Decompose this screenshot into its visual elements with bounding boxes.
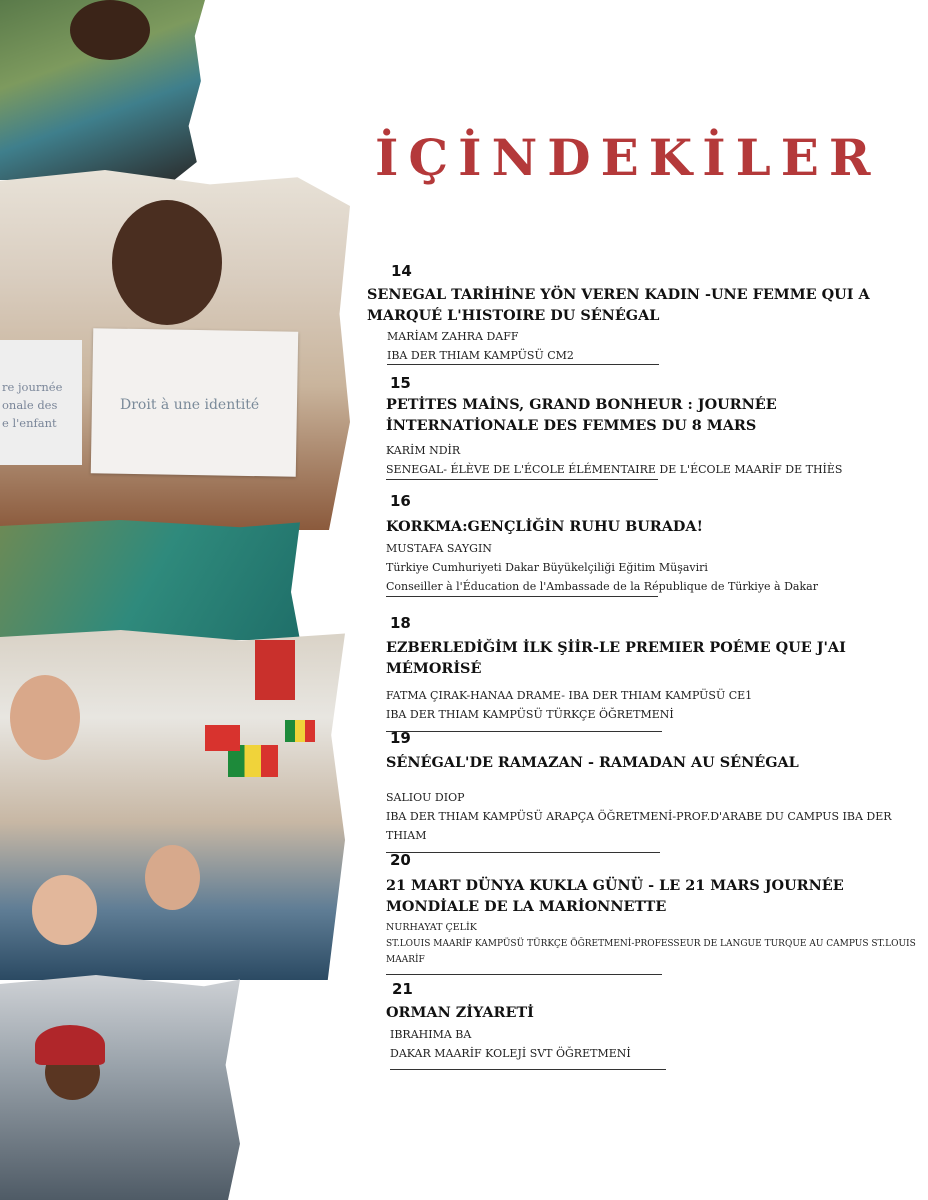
- toc-entry-author: MUSTAFA SAYGIN: [386, 542, 492, 555]
- toc-entry-author: NURHAYAT ÇELİK: [386, 922, 477, 933]
- photo-collage: [0, 0, 370, 1200]
- toc-entry-author: KARİM NDİR: [386, 444, 461, 457]
- toc-entry[interactable]: [386, 492, 921, 597]
- photo-students-green-uniform: [0, 520, 300, 640]
- toc-page-number: 19: [390, 729, 411, 747]
- toc-entry-title: SENEGAL TARİHİNE YÖN VEREN KADIN -UNE FEMME QUI A MARQUÉ L'HISTOIRE DU SÉNÉGAL: [367, 286, 870, 324]
- toc-entry-title: ORMAN ZİYARETİ: [386, 1004, 534, 1021]
- flag-senegal: [285, 720, 315, 742]
- photo-face: [145, 845, 200, 910]
- identity-sign-text: Droit à une identité: [120, 397, 260, 413]
- toc-entry-author: FATMA ÇIRAK-HANAA DRAME- IBA DER THIAM KAMPÜSÜ CE1: [386, 689, 753, 702]
- toc-entry-title: EZBERLEDİĞİM İLK ŞİİR-LE PREMIER POÉME QUE J'AI MÉMORİSÉ: [386, 639, 846, 677]
- toc-entry-affiliation: IBA DER THIAM KAMPÜSÜ ARAPÇA ÖĞRETMENİ-PROF.D'ARABE DU CAMPUS IBA DER THIAM: [386, 810, 892, 842]
- toc-entry[interactable]: [386, 614, 921, 732]
- toc-entry[interactable]: [367, 262, 917, 365]
- photo-face: [112, 200, 222, 325]
- toc-page-number: 15: [390, 374, 411, 392]
- photo-firefighter-helmets: [0, 975, 240, 1200]
- toc-page-number: 20: [390, 851, 411, 869]
- toc-entry[interactable]: [386, 851, 921, 975]
- toc-entry-affiliation: ST.LOUIS MAARİF KAMPÜSÜ TÜRKÇE ÖĞRETMENİ-PROFESSEUR DE LANGUE TURQUE AU CAMPUS ST.LOUIS MAARİF: [386, 939, 916, 965]
- toc-entry-affiliation: Conseiller à l'Éducation de l'Ambassade de la République de Türkiye à Dakar: [386, 580, 818, 593]
- toc-entry-author: MARİAM ZAHRA DAFF: [387, 330, 519, 343]
- photo-face: [70, 0, 150, 60]
- toc-divider: [386, 974, 662, 975]
- toc-entry-affiliation: IBA DER THIAM KAMPÜSÜ TÜRKÇE ÖĞRETMENİ: [386, 708, 674, 721]
- photo-face: [10, 675, 80, 760]
- photo-face: [32, 875, 97, 945]
- toc-page-number: 14: [391, 262, 412, 280]
- toc-page-number: 18: [390, 614, 411, 632]
- toc-divider: [386, 596, 658, 597]
- toc-divider: [386, 479, 658, 480]
- page-title: İÇİNDEKİLER: [375, 128, 881, 187]
- toc-divider: [390, 1069, 666, 1070]
- side-poster-text: re journée onale des e l'enfant: [2, 380, 63, 430]
- toc-entry-author: IBRAHIMA BA: [390, 1028, 472, 1041]
- toc-entry-author: SALIOU DIOP: [386, 791, 465, 804]
- toc-entry-title: 21 MART DÜNYA KUKLA GÜNÜ - LE 21 MARS JOURNÉE MONDİALE DE LA MARİONNETTE: [386, 877, 844, 915]
- toc-entry-title: PETİTES MAİNS, GRAND BONHEUR : JOURNÉE İNTERNATİONALE DES FEMMES DU 8 MARS: [386, 396, 777, 434]
- toc-entry[interactable]: [386, 980, 921, 1070]
- toc-page-number: 16: [390, 492, 411, 510]
- toc-page-number: 21: [392, 980, 413, 998]
- flag-turkey: [205, 725, 240, 751]
- toc-entry-title: SÉNÉGAL'DE RAMAZAN - RAMADAN AU SÉNÉGAL: [386, 754, 799, 771]
- toc-entry[interactable]: [386, 729, 921, 853]
- photo-helmet: [35, 1025, 105, 1065]
- flag-turkey: [255, 640, 295, 700]
- toc-entry-affiliation: IBA DER THIAM KAMPÜSÜ CM2: [387, 349, 574, 362]
- toc-entry[interactable]: [386, 374, 921, 480]
- toc-entry-affiliation: SENEGAL- ÉLÈVE DE L'ÉCOLE ÉLÉMENTAIRE DE L'ÉCOLE MAARİF DE THİÈS: [386, 463, 843, 476]
- toc-entry-title: KORKMA:GENÇLİĞİN RUHU BURADA!: [386, 518, 703, 535]
- toc-entry-affiliation: DAKAR MAARİF KOLEJİ SVT ÖĞRETMENİ: [390, 1047, 631, 1060]
- toc-entry-affiliation: Türkiye Cumhuriyeti Dakar Büyükelçiliği Eğitim Müşaviri: [386, 561, 708, 574]
